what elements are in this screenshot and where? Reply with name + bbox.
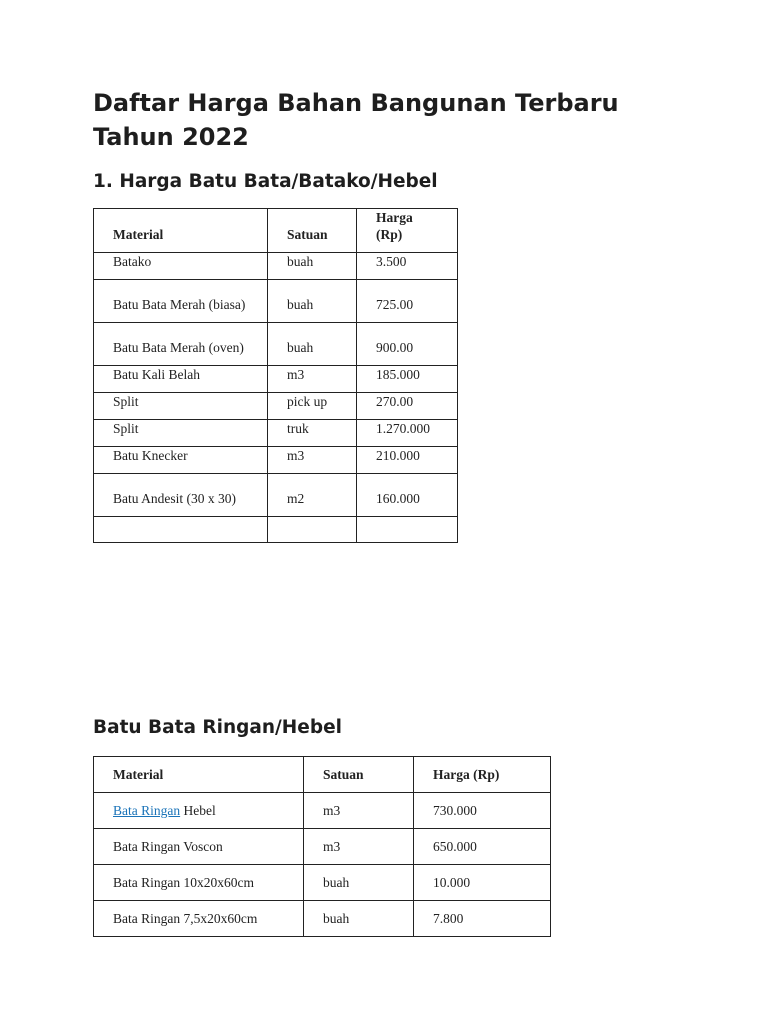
section-heading-bata-ringan: Batu Bata Ringan/Hebel xyxy=(93,717,342,738)
cell-unit: m3 xyxy=(304,829,414,865)
cell-unit: buah xyxy=(268,323,357,366)
cell-material: Split xyxy=(94,420,268,447)
table-row xyxy=(94,829,551,865)
table-row xyxy=(94,865,551,901)
cell-unit: buah xyxy=(304,865,414,901)
cell-material: Batako xyxy=(94,253,268,280)
cell-price: 650.000 xyxy=(414,829,551,865)
cell-unit: m3 xyxy=(268,447,357,474)
cell-material: Batu Knecker xyxy=(94,447,268,474)
cell-material: Batu Andesit (30 x 30) xyxy=(94,474,268,517)
cell-unit: m3 xyxy=(268,366,357,393)
cell-price: 185.000 xyxy=(357,366,458,393)
table-row xyxy=(94,420,458,447)
cell-material: Batu Bata Merah (biasa) xyxy=(94,280,268,323)
cell-material xyxy=(94,517,268,543)
cell-unit: pick up xyxy=(268,393,357,420)
section-heading-batu-bata: 1. Harga Batu Bata/Batako/Hebel xyxy=(93,171,438,192)
table-row xyxy=(94,447,458,474)
cell-material: Bata Ringan 7,5x20x60cm xyxy=(94,901,304,937)
table-row xyxy=(94,393,458,420)
column-header-unit: Satuan xyxy=(268,209,357,253)
column-header-material: Material xyxy=(94,209,268,253)
cell-price: 160.000 xyxy=(357,474,458,517)
cell-material-suffix: Hebel xyxy=(180,803,216,818)
table-header-row xyxy=(94,757,551,793)
table-row xyxy=(94,474,458,517)
table-row xyxy=(94,901,551,937)
cell-unit xyxy=(268,517,357,543)
table-row xyxy=(94,280,458,323)
cell-unit: m2 xyxy=(268,474,357,517)
cell-price: 730.000 xyxy=(414,793,551,829)
cell-material: Bata Ringan Voscon xyxy=(94,829,304,865)
cell-unit: m3 xyxy=(304,793,414,829)
column-header-price: Harga (Rp) xyxy=(357,209,458,253)
column-header-material: Material xyxy=(94,757,304,793)
price-table-batu-bata xyxy=(93,208,458,543)
table-row xyxy=(94,366,458,393)
column-header-price: Harga (Rp) xyxy=(414,757,551,793)
cell-price: 10.000 xyxy=(414,865,551,901)
cell-unit: buah xyxy=(304,901,414,937)
bata-ringan-link[interactable]: Bata Ringan xyxy=(113,803,181,818)
column-header-unit: Satuan xyxy=(304,757,414,793)
cell-price xyxy=(357,517,458,543)
cell-material xyxy=(94,793,304,829)
cell-material: Batu Kali Belah xyxy=(94,366,268,393)
cell-material: Bata Ringan 10x20x60cm xyxy=(94,865,304,901)
cell-price: 900.00 xyxy=(357,323,458,366)
cell-price: 3.500 xyxy=(357,253,458,280)
cell-price: 270.00 xyxy=(357,393,458,420)
table-header-row xyxy=(94,209,458,253)
cell-unit: buah xyxy=(268,253,357,280)
table-row-empty xyxy=(94,517,458,543)
cell-price: 725.00 xyxy=(357,280,458,323)
cell-price: 210.000 xyxy=(357,447,458,474)
table-row xyxy=(94,323,458,366)
table-row xyxy=(94,253,458,280)
cell-material: Split xyxy=(94,393,268,420)
table-row xyxy=(94,793,551,829)
cell-material: Batu Bata Merah (oven) xyxy=(94,323,268,366)
price-table-bata-ringan xyxy=(93,756,551,937)
cell-price: 7.800 xyxy=(414,901,551,937)
cell-unit: buah xyxy=(268,280,357,323)
page-title: Daftar Harga Bahan Bangunan Terbaru Tahun 2022 xyxy=(93,89,619,151)
cell-unit: truk xyxy=(268,420,357,447)
cell-price: 1.270.000 xyxy=(357,420,458,447)
